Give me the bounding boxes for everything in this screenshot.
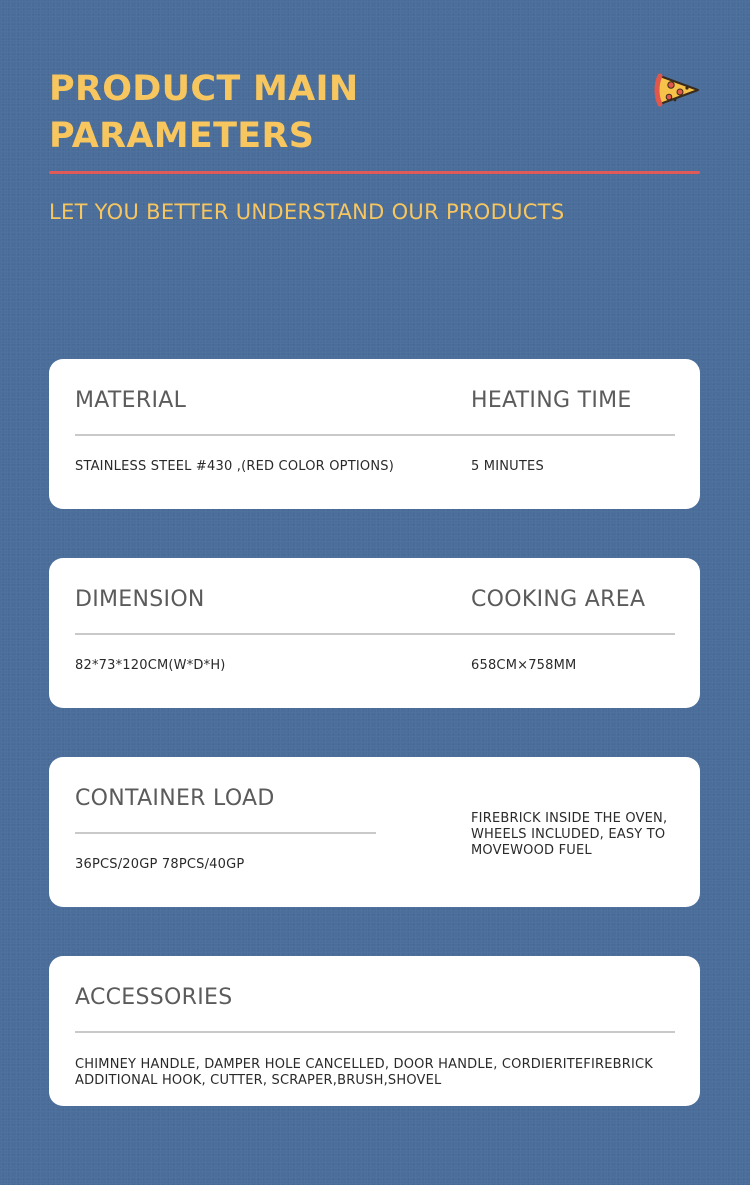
accessories-heading: ACCESSORIES	[75, 985, 233, 1010]
accessories-card	[49, 956, 700, 1106]
card-divider	[75, 832, 376, 834]
cooking-area-value: 658CM×758MM	[471, 658, 577, 673]
dimension-value: 82*73*120CM(W*D*H)	[75, 658, 226, 673]
page-title	[49, 66, 358, 160]
accessories-value-line-2: ADDITIONAL HOOK, CUTTER, SCRAPER,BRUSH,SHOVEL	[75, 1073, 442, 1088]
material-card	[49, 359, 700, 509]
features-note-line-1: FIREBRICK INSIDE THE OVEN,	[471, 811, 668, 826]
container-load-value: 36PCS/20GP 78PCS/40GP	[75, 857, 245, 872]
material-heading: MATERIAL	[75, 388, 187, 413]
card-divider	[75, 633, 675, 635]
accessories-value-line-1: CHIMNEY HANDLE, DAMPER HOLE CANCELLED, DOOR HANDLE, CORDIERITEFIREBRICK	[75, 1057, 654, 1072]
cooking-area-heading: COOKING AREA	[471, 587, 646, 612]
features-note-line-3: MOVEWOOD FUEL	[471, 843, 592, 858]
heating-time-heading: HEATING TIME	[471, 388, 632, 413]
page-subtitle: LET YOU BETTER UNDERSTAND OUR PRODUCTS	[49, 200, 565, 224]
heating-time-value: 5 MINUTES	[471, 459, 544, 474]
material-value: STAINLESS STEEL #430 ,(RED COLOR OPTIONS)	[75, 459, 394, 474]
features-note	[471, 811, 691, 859]
pizza-slice-icon	[654, 70, 700, 110]
container-load-heading: CONTAINER LOAD	[75, 786, 275, 811]
title-underline	[49, 171, 700, 174]
dimension-card	[49, 558, 700, 708]
page-title-line-2: PARAMETERS	[49, 116, 315, 156]
features-note-line-2: WHEELS INCLUDED, EASY TO	[471, 827, 666, 842]
card-divider	[75, 1031, 675, 1033]
card-divider	[75, 434, 675, 436]
page-title-line-1: PRODUCT MAIN	[49, 69, 359, 109]
dimension-heading: DIMENSION	[75, 587, 205, 612]
container-load-card	[49, 757, 700, 907]
accessories-value	[75, 1057, 690, 1089]
